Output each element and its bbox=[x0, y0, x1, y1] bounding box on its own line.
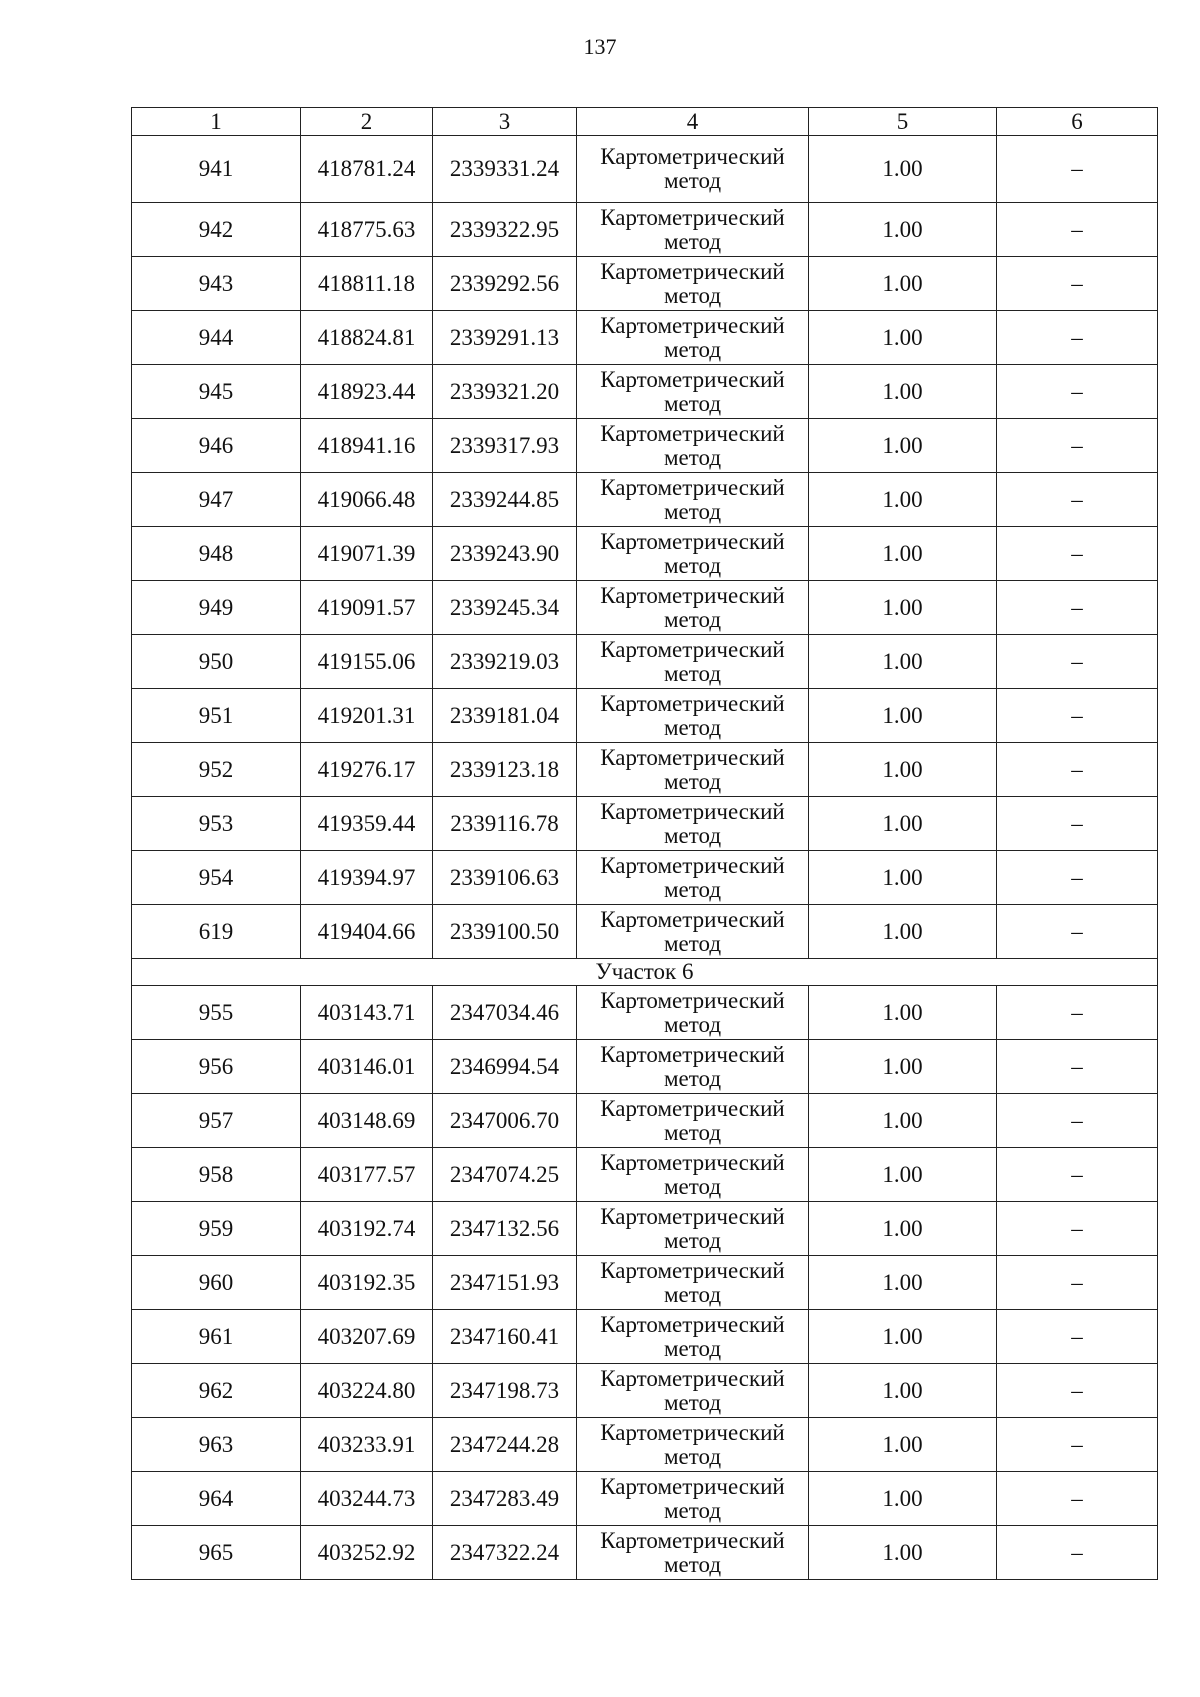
accuracy-value: 1.00 bbox=[809, 473, 997, 527]
note-dash: – bbox=[997, 365, 1158, 419]
point-number: 943 bbox=[132, 257, 301, 311]
accuracy-value: 1.00 bbox=[809, 1094, 997, 1148]
method-cell bbox=[577, 419, 809, 473]
point-number: 944 bbox=[132, 311, 301, 365]
x-coordinate: 403192.74 bbox=[301, 1202, 433, 1256]
table-row bbox=[132, 689, 1158, 743]
accuracy-value: 1.00 bbox=[809, 1256, 997, 1310]
method-line-1: Картометрический bbox=[600, 1095, 785, 1121]
method-line-1: Картометрический bbox=[600, 312, 785, 338]
table-row bbox=[132, 1148, 1158, 1202]
point-number: 953 bbox=[132, 797, 301, 851]
method-line-2: метод bbox=[663, 444, 722, 470]
method-cell bbox=[577, 203, 809, 257]
method-line-2: метод bbox=[663, 552, 722, 578]
table-body bbox=[132, 136, 1158, 1580]
method-cell bbox=[577, 635, 809, 689]
method-line-2: метод bbox=[663, 768, 722, 794]
table-row bbox=[132, 1526, 1158, 1580]
y-coordinate: 2339106.63 bbox=[433, 851, 577, 905]
method-line-1: Картометрический bbox=[600, 474, 785, 500]
x-coordinate: 419404.66 bbox=[301, 905, 433, 959]
y-coordinate: 2339292.56 bbox=[433, 257, 577, 311]
accuracy-value: 1.00 bbox=[809, 797, 997, 851]
note-dash: – bbox=[997, 1526, 1158, 1580]
accuracy-value: 1.00 bbox=[809, 1202, 997, 1256]
point-number: 952 bbox=[132, 743, 301, 797]
note-dash: – bbox=[997, 797, 1158, 851]
table-row bbox=[132, 905, 1158, 959]
x-coordinate: 419155.06 bbox=[301, 635, 433, 689]
point-number: 959 bbox=[132, 1202, 301, 1256]
method-line-1: Картометрический bbox=[600, 1365, 785, 1391]
y-coordinate: 2347151.93 bbox=[433, 1256, 577, 1310]
point-number: 948 bbox=[132, 527, 301, 581]
y-coordinate: 2339322.95 bbox=[433, 203, 577, 257]
method-cell bbox=[577, 1148, 809, 1202]
method-line-2: метод bbox=[663, 282, 722, 308]
point-number: 961 bbox=[132, 1310, 301, 1364]
x-coordinate: 403224.80 bbox=[301, 1364, 433, 1418]
y-coordinate: 2339116.78 bbox=[433, 797, 577, 851]
method-line-1: Картометрический bbox=[600, 744, 785, 770]
point-number: 942 bbox=[132, 203, 301, 257]
accuracy-value: 1.00 bbox=[809, 311, 997, 365]
method-cell bbox=[577, 311, 809, 365]
method-line-1: Картометрический bbox=[600, 366, 785, 392]
x-coordinate: 403252.92 bbox=[301, 1526, 433, 1580]
point-number: 954 bbox=[132, 851, 301, 905]
method-line-1: Картометрический bbox=[600, 528, 785, 554]
y-coordinate: 2347006.70 bbox=[433, 1094, 577, 1148]
y-coordinate: 2347198.73 bbox=[433, 1364, 577, 1418]
table-row bbox=[132, 743, 1158, 797]
method-line-2: метод bbox=[663, 1119, 722, 1145]
x-coordinate: 419359.44 bbox=[301, 797, 433, 851]
section-title: Участок 6 bbox=[132, 959, 1158, 986]
point-number: 945 bbox=[132, 365, 301, 419]
y-coordinate: 2339100.50 bbox=[433, 905, 577, 959]
x-coordinate: 419276.17 bbox=[301, 743, 433, 797]
method-line-1: Картометрический bbox=[600, 1257, 785, 1283]
table-row bbox=[132, 635, 1158, 689]
accuracy-value: 1.00 bbox=[809, 1148, 997, 1202]
table-row bbox=[132, 1202, 1158, 1256]
method-line-2: метод bbox=[663, 822, 722, 848]
y-coordinate: 2339317.93 bbox=[433, 419, 577, 473]
x-coordinate: 403177.57 bbox=[301, 1148, 433, 1202]
point-number: 946 bbox=[132, 419, 301, 473]
method-cell bbox=[577, 1040, 809, 1094]
x-coordinate: 403146.01 bbox=[301, 1040, 433, 1094]
note-dash: – bbox=[997, 257, 1158, 311]
accuracy-value: 1.00 bbox=[809, 527, 997, 581]
point-number: 965 bbox=[132, 1526, 301, 1580]
method-cell bbox=[577, 1418, 809, 1472]
method-line-1: Картометрический bbox=[600, 420, 785, 446]
method-line-2: метод bbox=[663, 1011, 722, 1037]
table-row bbox=[132, 136, 1158, 203]
table-row bbox=[132, 1094, 1158, 1148]
method-cell bbox=[577, 1526, 809, 1580]
table-row bbox=[132, 311, 1158, 365]
method-line-2: метод bbox=[663, 1173, 722, 1199]
method-cell bbox=[577, 136, 809, 203]
y-coordinate: 2339291.13 bbox=[433, 311, 577, 365]
method-line-2: метод bbox=[663, 1281, 722, 1307]
accuracy-value: 1.00 bbox=[809, 851, 997, 905]
method-cell bbox=[577, 257, 809, 311]
method-line-2: метод bbox=[663, 1443, 722, 1469]
point-number: 960 bbox=[132, 1256, 301, 1310]
note-dash: – bbox=[997, 136, 1158, 203]
method-cell bbox=[577, 1094, 809, 1148]
accuracy-value: 1.00 bbox=[809, 257, 997, 311]
method-cell bbox=[577, 473, 809, 527]
table-row bbox=[132, 365, 1158, 419]
method-line-1: Картометрический bbox=[600, 987, 785, 1013]
method-line-1: Картометрический bbox=[600, 852, 785, 878]
note-dash: – bbox=[997, 1094, 1158, 1148]
accuracy-value: 1.00 bbox=[809, 635, 997, 689]
method-line-1: Картометрический bbox=[600, 636, 785, 662]
header-col-3: 3 bbox=[433, 108, 577, 136]
table-row bbox=[132, 473, 1158, 527]
method-line-1: Картометрический bbox=[600, 1203, 785, 1229]
method-line-2: метод bbox=[663, 390, 722, 416]
x-coordinate: 418811.18 bbox=[301, 257, 433, 311]
x-coordinate: 403148.69 bbox=[301, 1094, 433, 1148]
method-line-2: метод bbox=[663, 1389, 722, 1415]
y-coordinate: 2339245.34 bbox=[433, 581, 577, 635]
method-line-2: метод bbox=[663, 660, 722, 686]
method-line-2: метод bbox=[663, 1551, 722, 1577]
note-dash: – bbox=[997, 473, 1158, 527]
method-line-1: Картометрический bbox=[600, 144, 785, 169]
accuracy-value: 1.00 bbox=[809, 1040, 997, 1094]
header-col-1: 1 bbox=[132, 108, 301, 136]
method-line-2: метод bbox=[663, 228, 722, 254]
accuracy-value: 1.00 bbox=[809, 905, 997, 959]
y-coordinate: 2339181.04 bbox=[433, 689, 577, 743]
table-row bbox=[132, 1364, 1158, 1418]
method-line-2: метод bbox=[663, 498, 722, 524]
method-line-2: метод bbox=[663, 930, 722, 956]
note-dash: – bbox=[997, 1148, 1158, 1202]
point-number: 955 bbox=[132, 986, 301, 1040]
table-row bbox=[132, 257, 1158, 311]
accuracy-value: 1.00 bbox=[809, 986, 997, 1040]
y-coordinate: 2339321.20 bbox=[433, 365, 577, 419]
method-cell bbox=[577, 851, 809, 905]
y-coordinate: 2347160.41 bbox=[433, 1310, 577, 1364]
note-dash: – bbox=[997, 635, 1158, 689]
y-coordinate: 2339219.03 bbox=[433, 635, 577, 689]
method-cell bbox=[577, 743, 809, 797]
table-row bbox=[132, 851, 1158, 905]
method-line-2: метод bbox=[663, 1065, 722, 1091]
point-number: 950 bbox=[132, 635, 301, 689]
table-row bbox=[132, 203, 1158, 257]
x-coordinate: 403192.35 bbox=[301, 1256, 433, 1310]
method-line-2: метод bbox=[663, 714, 722, 740]
note-dash: – bbox=[997, 203, 1158, 257]
header-row bbox=[132, 108, 1158, 136]
method-line-2: метод bbox=[663, 336, 722, 362]
point-number: 957 bbox=[132, 1094, 301, 1148]
note-dash: – bbox=[997, 1472, 1158, 1526]
method-line-1: Картометрический bbox=[600, 582, 785, 608]
method-cell bbox=[577, 905, 809, 959]
section-title-row bbox=[132, 959, 1158, 986]
accuracy-value: 1.00 bbox=[809, 743, 997, 797]
method-cell bbox=[577, 1364, 809, 1418]
note-dash: – bbox=[997, 1418, 1158, 1472]
x-coordinate: 403244.73 bbox=[301, 1472, 433, 1526]
x-coordinate: 419066.48 bbox=[301, 473, 433, 527]
method-cell bbox=[577, 1310, 809, 1364]
method-line-2: метод bbox=[663, 606, 722, 632]
point-number: 947 bbox=[132, 473, 301, 527]
method-cell bbox=[577, 1202, 809, 1256]
method-cell bbox=[577, 797, 809, 851]
accuracy-value: 1.00 bbox=[809, 1418, 997, 1472]
table-row bbox=[132, 419, 1158, 473]
y-coordinate: 2339123.18 bbox=[433, 743, 577, 797]
x-coordinate: 419201.31 bbox=[301, 689, 433, 743]
y-coordinate: 2347074.25 bbox=[433, 1148, 577, 1202]
x-coordinate: 403143.71 bbox=[301, 986, 433, 1040]
x-coordinate: 418923.44 bbox=[301, 365, 433, 419]
method-line-2: метод bbox=[663, 1497, 722, 1523]
point-number: 619 bbox=[132, 905, 301, 959]
table-row bbox=[132, 1256, 1158, 1310]
note-dash: – bbox=[997, 1364, 1158, 1418]
method-cell bbox=[577, 689, 809, 743]
note-dash: – bbox=[997, 1040, 1158, 1094]
y-coordinate: 2347283.49 bbox=[433, 1472, 577, 1526]
x-coordinate: 418775.63 bbox=[301, 203, 433, 257]
point-number: 958 bbox=[132, 1148, 301, 1202]
y-coordinate: 2347034.46 bbox=[433, 986, 577, 1040]
method-cell bbox=[577, 1472, 809, 1526]
header-col-4: 4 bbox=[577, 108, 809, 136]
method-line-1: Картометрический bbox=[600, 1419, 785, 1445]
table-row bbox=[132, 1418, 1158, 1472]
method-cell bbox=[577, 527, 809, 581]
table-row bbox=[132, 527, 1158, 581]
accuracy-value: 1.00 bbox=[809, 136, 997, 203]
table-row bbox=[132, 581, 1158, 635]
point-number: 964 bbox=[132, 1472, 301, 1526]
table-row bbox=[132, 1040, 1158, 1094]
note-dash: – bbox=[997, 527, 1158, 581]
method-cell bbox=[577, 581, 809, 635]
method-line-1: Картометрический bbox=[600, 1473, 785, 1499]
method-line-1: Картометрический bbox=[600, 1149, 785, 1175]
note-dash: – bbox=[997, 743, 1158, 797]
note-dash: – bbox=[997, 1310, 1158, 1364]
accuracy-value: 1.00 bbox=[809, 1364, 997, 1418]
accuracy-value: 1.00 bbox=[809, 581, 997, 635]
point-number: 963 bbox=[132, 1418, 301, 1472]
header-col-6: 6 bbox=[997, 108, 1158, 136]
point-number: 962 bbox=[132, 1364, 301, 1418]
method-cell bbox=[577, 986, 809, 1040]
y-coordinate: 2339243.90 bbox=[433, 527, 577, 581]
point-number: 951 bbox=[132, 689, 301, 743]
y-coordinate: 2346994.54 bbox=[433, 1040, 577, 1094]
method-line-1: Картометрический bbox=[600, 690, 785, 716]
table-row bbox=[132, 1310, 1158, 1364]
note-dash: – bbox=[997, 689, 1158, 743]
accuracy-value: 1.00 bbox=[809, 1310, 997, 1364]
page-number: 137 bbox=[583, 34, 617, 59]
y-coordinate: 2339244.85 bbox=[433, 473, 577, 527]
point-number: 949 bbox=[132, 581, 301, 635]
x-coordinate: 418941.16 bbox=[301, 419, 433, 473]
method-line-1: Картометрический bbox=[600, 258, 785, 284]
coordinates-table bbox=[131, 107, 1158, 1580]
accuracy-value: 1.00 bbox=[809, 203, 997, 257]
header-col-5: 5 bbox=[809, 108, 997, 136]
method-line-1: Картометрический bbox=[600, 906, 785, 932]
accuracy-value: 1.00 bbox=[809, 1526, 997, 1580]
table-row bbox=[132, 986, 1158, 1040]
method-line-2: метод bbox=[663, 168, 722, 193]
table-row bbox=[132, 797, 1158, 851]
y-coordinate: 2339331.24 bbox=[433, 136, 577, 203]
note-dash: – bbox=[997, 419, 1158, 473]
y-coordinate: 2347132.56 bbox=[433, 1202, 577, 1256]
x-coordinate: 418781.24 bbox=[301, 136, 433, 203]
note-dash: – bbox=[997, 1202, 1158, 1256]
method-line-1: Картометрический bbox=[600, 798, 785, 824]
note-dash: – bbox=[997, 1256, 1158, 1310]
x-coordinate: 403207.69 bbox=[301, 1310, 433, 1364]
method-line-1: Картометрический bbox=[600, 204, 785, 230]
y-coordinate: 2347322.24 bbox=[433, 1526, 577, 1580]
note-dash: – bbox=[997, 311, 1158, 365]
accuracy-value: 1.00 bbox=[809, 419, 997, 473]
note-dash: – bbox=[997, 905, 1158, 959]
note-dash: – bbox=[997, 851, 1158, 905]
x-coordinate: 419091.57 bbox=[301, 581, 433, 635]
table-row bbox=[132, 1472, 1158, 1526]
x-coordinate: 403233.91 bbox=[301, 1418, 433, 1472]
accuracy-value: 1.00 bbox=[809, 689, 997, 743]
note-dash: – bbox=[997, 581, 1158, 635]
method-cell bbox=[577, 1256, 809, 1310]
table-header bbox=[132, 108, 1158, 136]
note-dash: – bbox=[997, 986, 1158, 1040]
method-line-2: метод bbox=[663, 1335, 722, 1361]
x-coordinate: 419394.97 bbox=[301, 851, 433, 905]
method-line-1: Картометрический bbox=[600, 1311, 785, 1337]
point-number: 956 bbox=[132, 1040, 301, 1094]
accuracy-value: 1.00 bbox=[809, 1472, 997, 1526]
x-coordinate: 419071.39 bbox=[301, 527, 433, 581]
header-col-2: 2 bbox=[301, 108, 433, 136]
method-line-2: метод bbox=[663, 1227, 722, 1253]
method-line-1: Картометрический bbox=[600, 1527, 785, 1553]
accuracy-value: 1.00 bbox=[809, 365, 997, 419]
method-line-2: метод bbox=[663, 876, 722, 902]
y-coordinate: 2347244.28 bbox=[433, 1418, 577, 1472]
point-number: 941 bbox=[132, 136, 301, 203]
method-line-1: Картометрический bbox=[600, 1041, 785, 1067]
method-cell bbox=[577, 365, 809, 419]
x-coordinate: 418824.81 bbox=[301, 311, 433, 365]
